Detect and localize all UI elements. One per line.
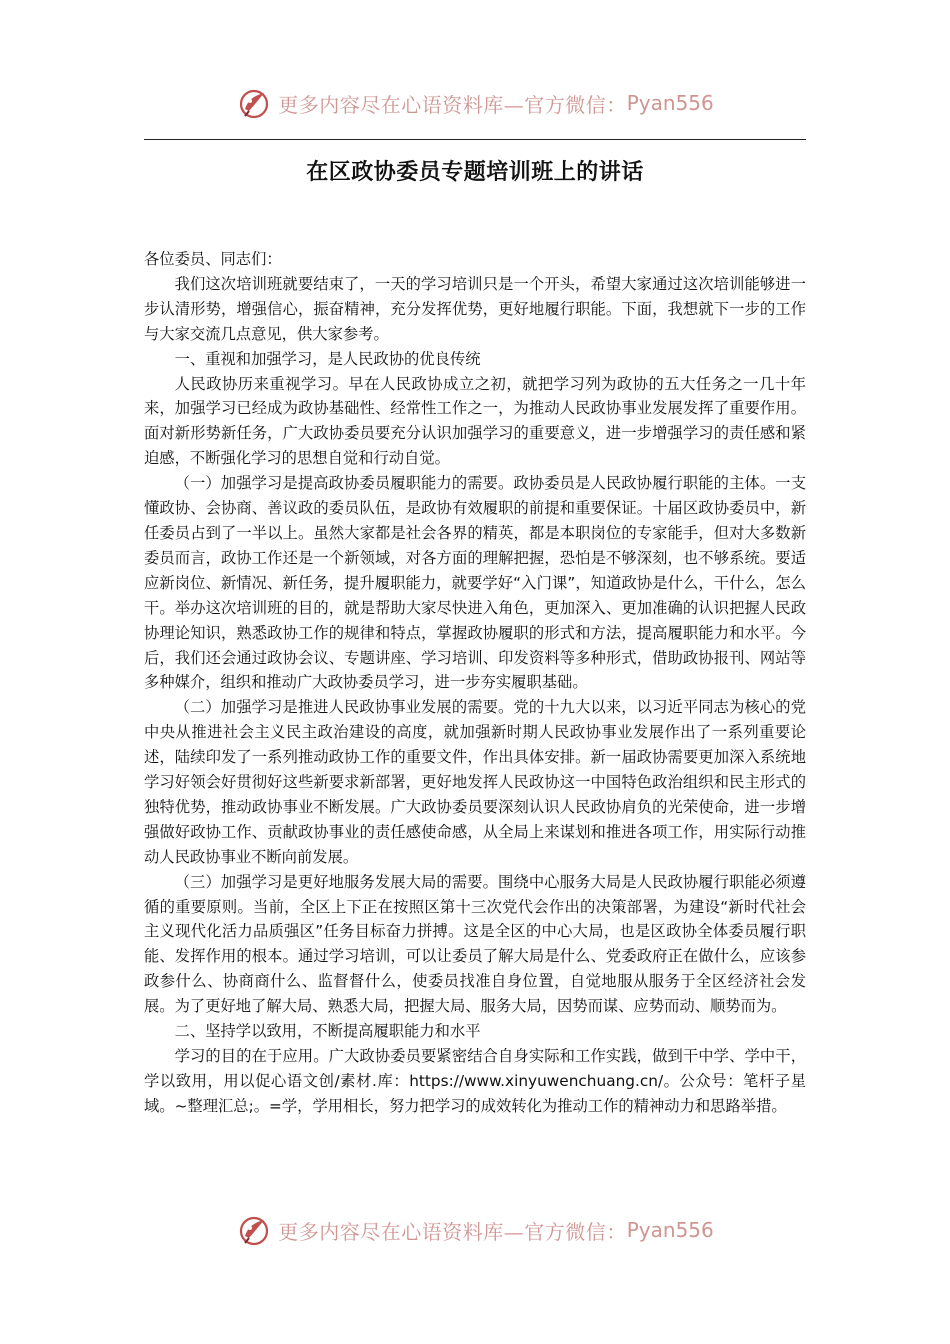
xinyu-logo-icon: [236, 1212, 272, 1248]
xinyu-logo-icon: [236, 85, 272, 121]
paragraph: （三）加强学习是更好地服务发展大局的需要。围绕中心服务大局是人民政协履行职能必须遵循的重要原则。当前，全区上下正在按照区第十三次党代会作出的决策部署，为建设“新时代社会主义现代化活力品质强区”任务目标奋力拼搏。这是全区的中心大局，也是区政协全体委员履行职能、发挥作用的根本。通过学习培训，可以让委员了解大局是什么、党委政府正在做什么，应该参政参什么、协商商什么、监督督什么，使委员找准自身位置，自觉地服从服务于全区经济社会发展。为了更好地了解大局、熟悉大局，把握大局、服务大局，因势而谋、应势而动、顺势而为。: [144, 872, 806, 1016]
footer-wechat-id: Pyan556: [626, 1218, 714, 1242]
header-wechat-id: Pyan556: [626, 91, 714, 115]
section-heading: 一、重视和加强学习，是人民政协的优良传统: [174, 349, 481, 368]
paragraph: （一）加强学习是提高政协委员履职能力的需要。政协委员是人民政协履行职能的主体。一支懂政协、会协商、善议政的委员队伍，是政协有效履职的前提和重要保证。十届区政协委员中，新任委员占到了一半以上。虽然大家都是社会各界的精英，都是本职岗位的专家能手，但对大多数新委员而言，政协工作还是一个新领域，对各方面的理解把握，恐怕是不够深刻，也不够系统。要适应新岗位、新情况、新任务，提升履职能力，就要学好“入门课”，知道政协是什么，干什么，怎么干。举办这次培训班的目的，就是帮助大家尽快进入角色，更加深入、更加准确的认识把握人民政协理论知识，熟悉政协工作的规律和特点，掌握政协履职的形式和方法，提高履职能力和水平。今后，我们还会通过政协会议、专题讲座、学习培训、印发资料等多种形式，借助政协报刊、网站等多种媒介，组织和推动广大政协委员学习，进一步夯实履职基础。: [144, 474, 806, 692]
section-heading: 二、坚持学以致用，不断提高履职能力和水平: [174, 1022, 481, 1041]
paragraph: （二）加强学习是推进人民政协事业发展的需要。党的十九大以来，以习近平同志为核心的党中央从推进社会主义民主政治建设的高度，就加强新时期人民政协事业发展作出了一系列重要论述，陆续印发了一系列推动政协工作的重要文件，作出具体安排。新一届政协需要更加深入系统地学习好领会好贯彻好这些新要求新部署，更好地发挥人民政协这一中国特色政治组织和民主形式的独特优势，推动政协事业不断发展。广大政协委员要深刻认识人民政协肩负的光荣使命，进一步增强做好政协工作、贡献政协事业的责任感使命感，从全局上来谋划和推进各项工作，用实际行动推动人民政协事业不断向前发展。: [144, 698, 806, 866]
paragraph: 我们这次培训班就要结束了，一天的学习培训只是一个开头，希望大家通过这次培训能够进一步认清形势，增强信心，振奋精神，充分发挥优势，更好地履行职能。下面，我想就下一步的工作与大家交流几点意见，供大家参考。: [144, 274, 806, 343]
footer-banner-text: 更多内容尽在心语资料库—官方微信：: [278, 1219, 627, 1244]
paragraph: 学习的目的在于应用。广大政协委员要紧密结合自身实际和工作实践，做到干中学、学中干，学以致用，用以促心语文创/素材.库：https://www.xinyuwenchuang.cn/。公众号：笔杆子星域。~整理汇总;。=学，学用相长，努力把学习的成效转化为推动工作的精神动力和思路举措。: [144, 1047, 806, 1115]
salutation: 各位委员、同志们：: [144, 250, 282, 268]
document-body: [144, 247, 806, 1119]
paragraph: 人民政协历来重视学习。早在人民政协成立之初，就把学习列为政协的五大任务之一几十年来，加强学习已经成为政协基础性、经常性工作之一，为推动人民政协事业发展发挥了重要作用。面对新形势新任务，广大政协委员要充分认识加强学习的重要意义，进一步增强学习的责任感和紧迫感，不断强化学习的思想自觉和行动自觉。: [144, 374, 806, 468]
header-banner-text: 更多内容尽在心语资料库—官方微信：: [278, 92, 627, 117]
header-watermark-banner: [0, 83, 950, 123]
header-divider: [144, 139, 806, 140]
footer-watermark-banner: [0, 1210, 950, 1250]
document-title: 在区政协委员专题培训班上的讲话: [306, 160, 644, 185]
